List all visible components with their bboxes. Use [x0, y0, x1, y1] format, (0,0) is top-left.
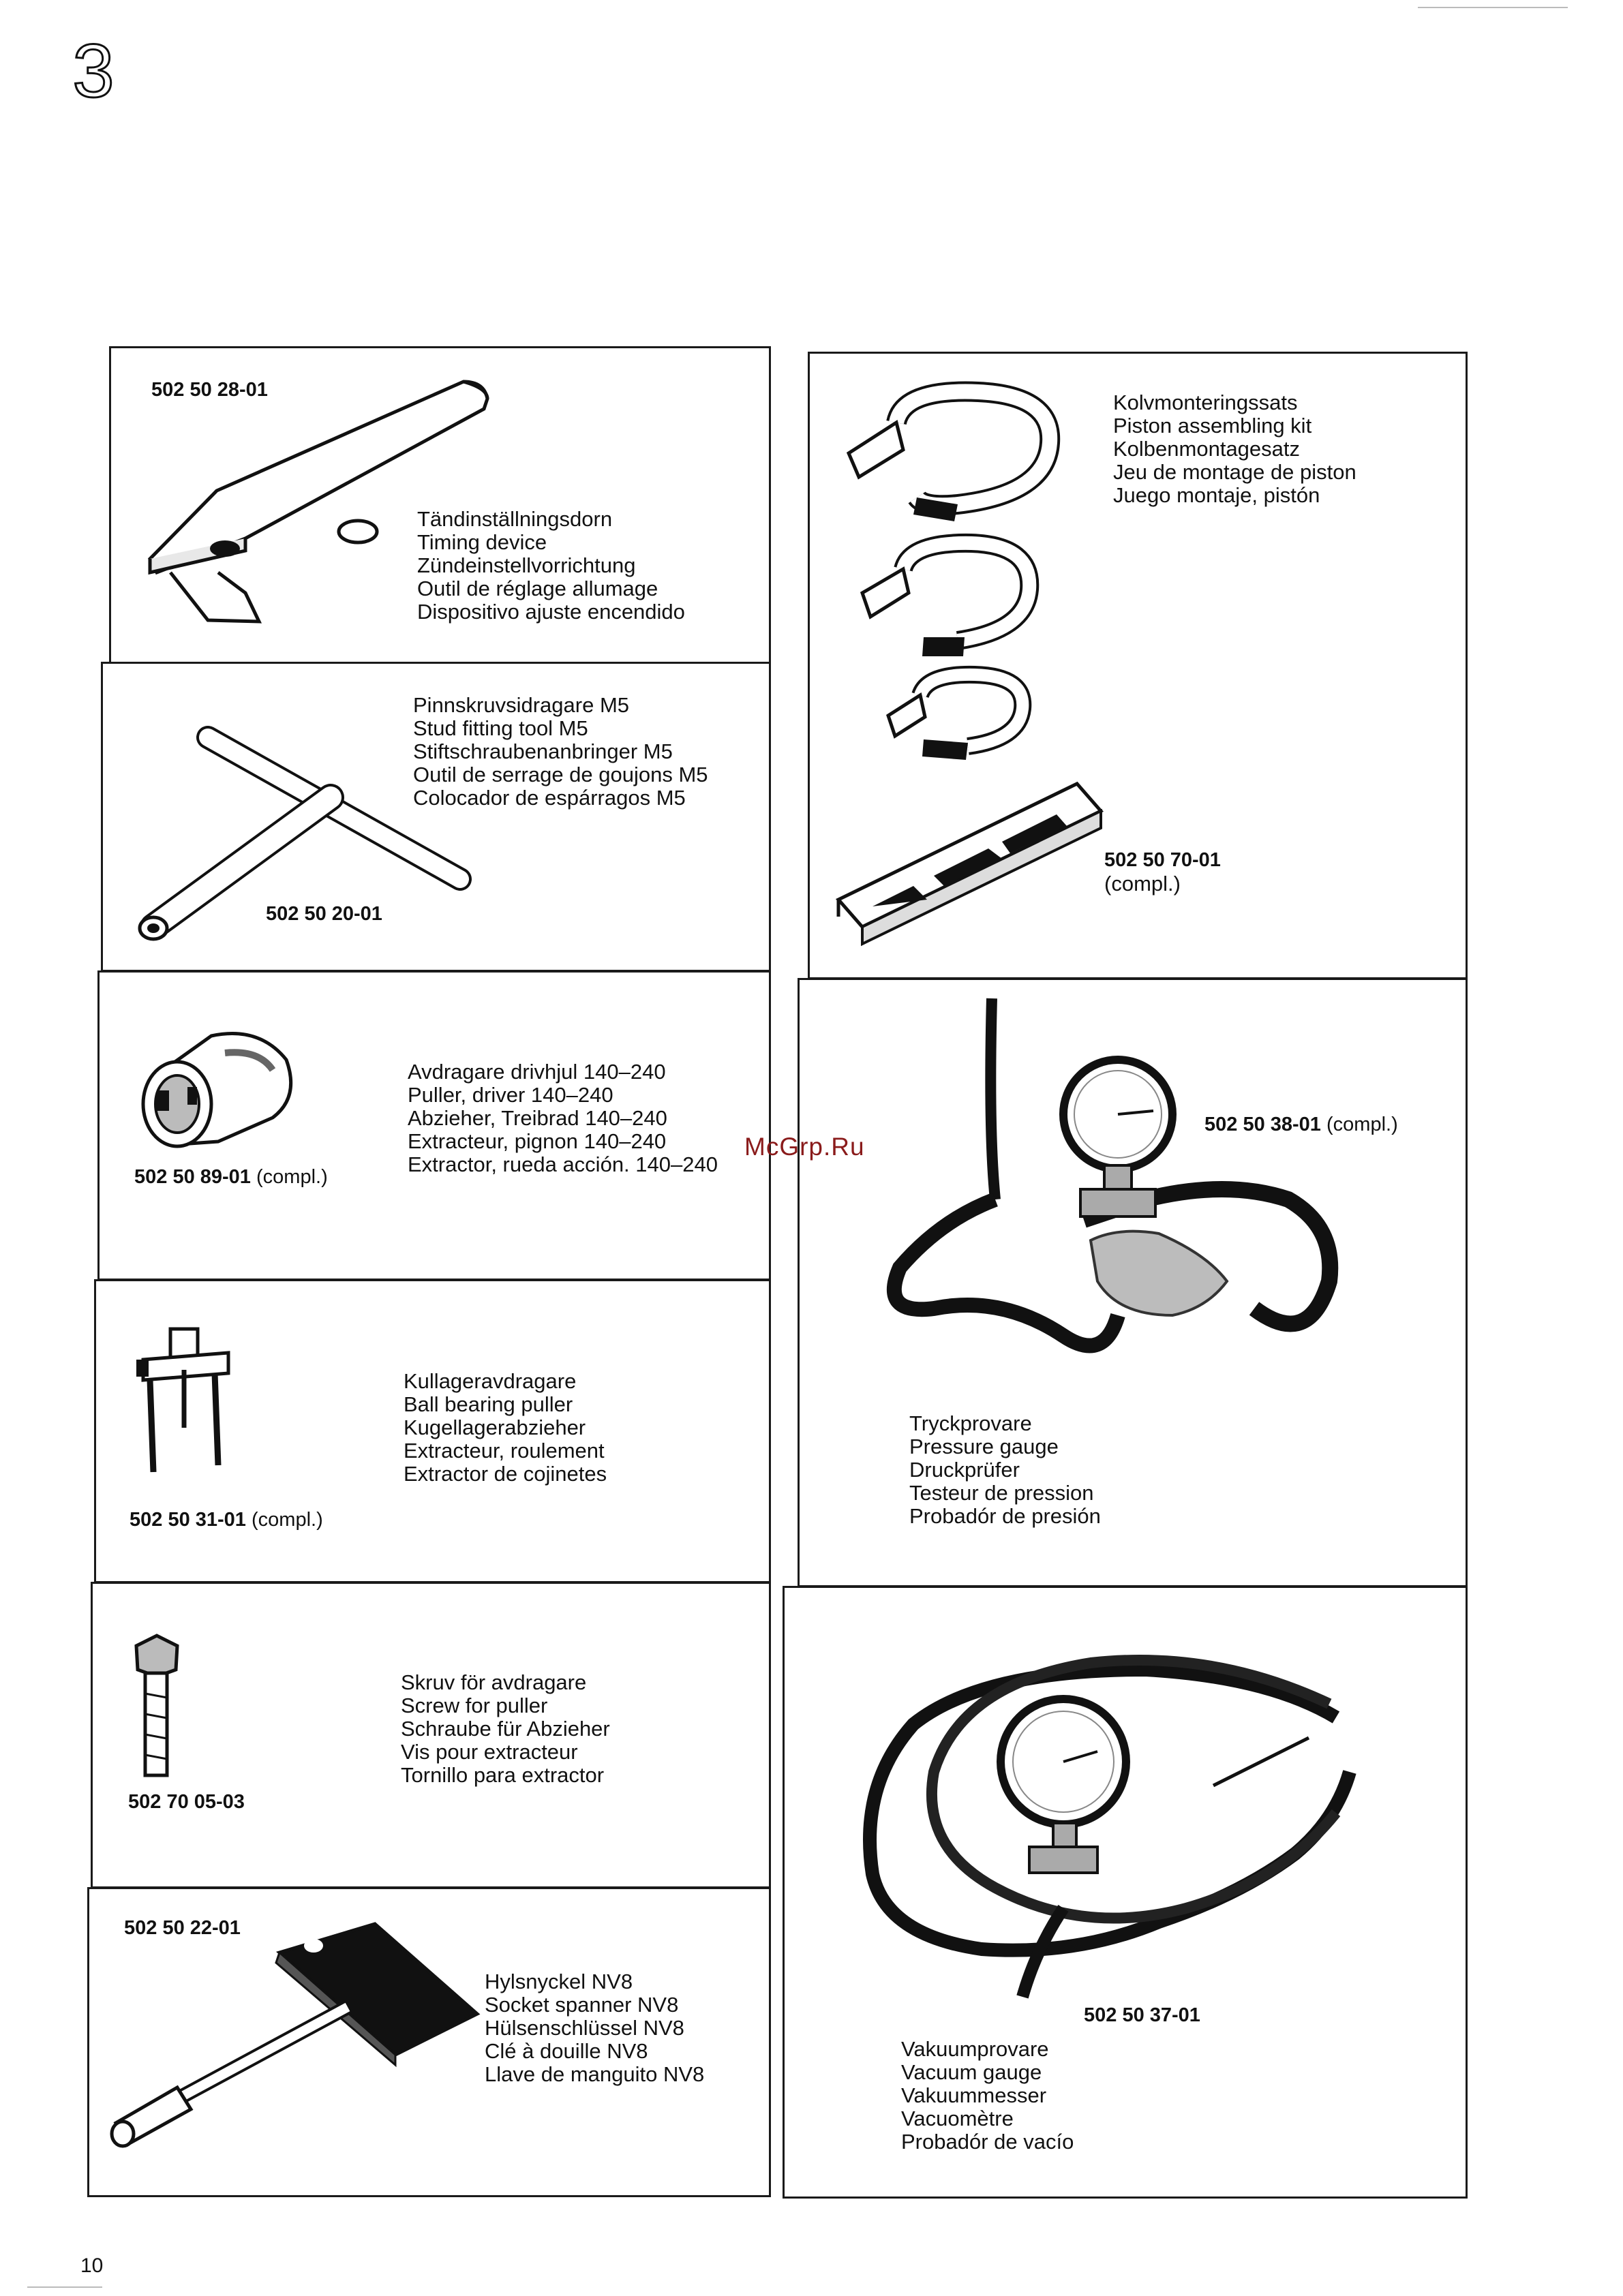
- part-number: 502 50 70-01: [1104, 849, 1221, 871]
- tool-description: Hylsnyckel NV8 Socket spanner NV8 Hülsenschlüssel NV8 Clé à douille NV8 Llave de manguito NV8: [485, 1970, 705, 2086]
- tool-description: Pinnskruvsidragare M5 Stud fitting tool M5 Stiftschraubenanbringer M5 Outil de serrage de goujons M5 Colocador de espárragos M5: [413, 693, 708, 810]
- piston-ring-clamp-icon: [883, 668, 1040, 763]
- piston-ring-clamp-icon: [855, 535, 1040, 661]
- tool-description: Kolvmonteringssats Piston assembling kit Kolbenmontagesatz Jeu de montage de piston Juego montaje, pistón: [1113, 391, 1356, 507]
- part-number: 502 50 89-01 (compl.): [134, 1166, 328, 1188]
- vacuum-gauge-icon: [859, 1649, 1363, 2004]
- chapter-number-text: 3: [72, 34, 115, 109]
- part-number: 502 50 31-01 (compl.): [130, 1509, 323, 1531]
- pressure-gauge-icon: [886, 995, 1363, 1383]
- tool-description: Avdragare drivhjul 140–240 Puller, driver 140–240 Abzieher, Treibrad 140–240 Extracteur, pignon 140–240 Extractor, rueda acción. 140–240: [408, 1060, 718, 1176]
- tool-description: Kullageravdragare Ball bearing puller Kugellagerabzieher Extracteur, roulement Extractor de cojinetes: [404, 1369, 607, 1486]
- part-number: 502 50 38-01 (compl.): [1204, 1114, 1398, 1135]
- piston-support-block-icon: [832, 763, 1111, 940]
- part-number: 502 70 05-03: [128, 1791, 245, 1813]
- tool-description: Tryckprovare Pressure gauge Druckprüfer Testeur de pression Probadór de presión: [909, 1411, 1101, 1528]
- tool-description: Tändinställningsdorn Timing device Zündeinstellvorrichtung Outil de réglage allumage Dispositivo ajuste encendido: [417, 507, 685, 624]
- scan-edge-line: [1418, 7, 1568, 8]
- chapter-number: [63, 34, 124, 109]
- part-number: 502 50 28-01: [151, 379, 268, 401]
- driver-puller-icon: [130, 1022, 307, 1159]
- scan-edge-line: [27, 2286, 102, 2288]
- part-number: 502 50 37-01: [1084, 2004, 1200, 2026]
- socket-spanner-icon: [102, 1918, 498, 2150]
- tool-description: Skruv för avdragare Screw for puller Schraube für Abzieher Vis pour extracteur Tornillo para extractor: [401, 1670, 610, 1787]
- part-note: (compl.): [1104, 872, 1181, 896]
- watermark: McGrp.Ru: [744, 1133, 865, 1161]
- piston-ring-clamp-icon: [842, 382, 1067, 525]
- part-number: 502 50 20-01: [266, 903, 382, 925]
- puller-screw-icon: [123, 1632, 191, 1779]
- page-number: 10: [80, 2254, 104, 2277]
- tool-description: Vakuumprovare Vacuum gauge Vakuummesser Vacuomètre Probadór de vacío: [901, 2037, 1074, 2154]
- part-number: 502 50 22-01: [124, 1917, 241, 1939]
- ball-bearing-puller-icon: [126, 1319, 249, 1489]
